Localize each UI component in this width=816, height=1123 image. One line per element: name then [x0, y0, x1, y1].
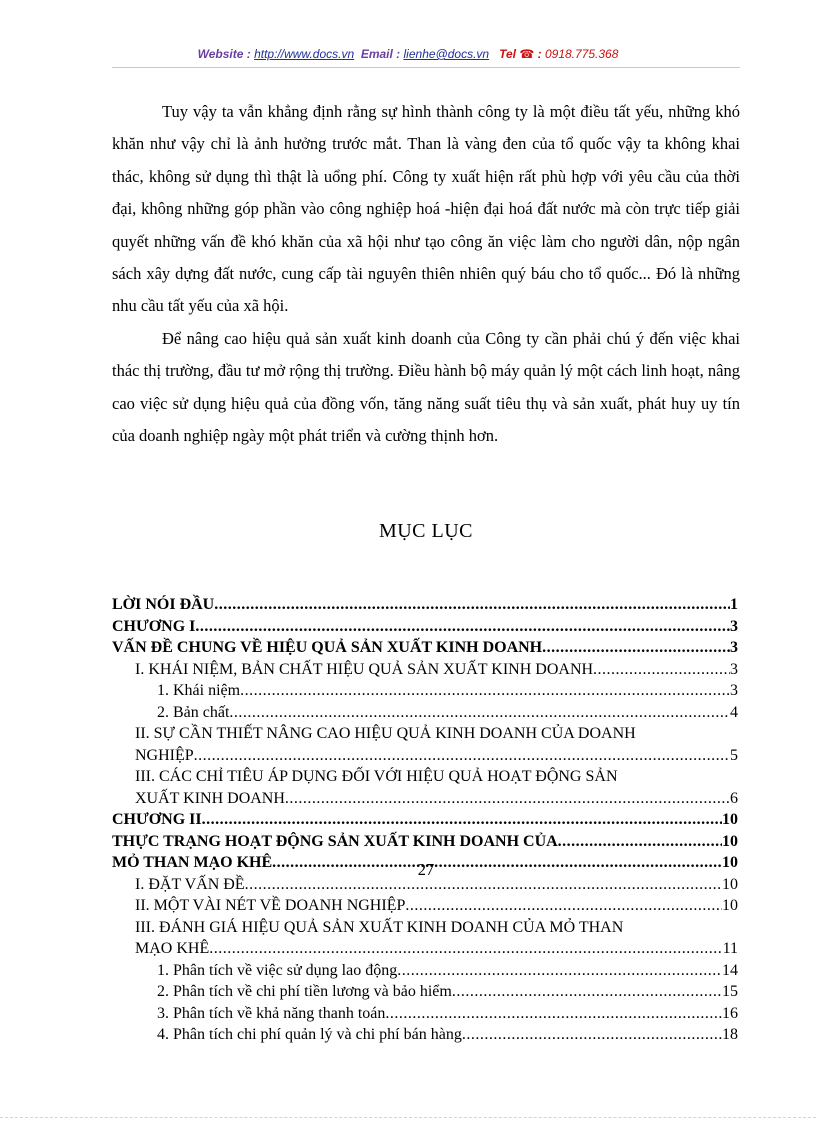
page-header [0, 47, 816, 61]
page-bottom-edge [0, 1117, 816, 1118]
toc-entry[interactable]: MẠO KHÊ ..... 11 [112, 938, 738, 960]
toc-entry[interactable]: 1. Khái niệm ..... 3 [112, 680, 738, 702]
body-text [112, 96, 740, 452]
website-label: Website : [197, 47, 251, 61]
toc-entry[interactable]: XUẤT KINH DOANH ..... 6 [112, 788, 738, 810]
toc-entry[interactable]: I. ĐẶT VẤN ĐỀ ..... 10 [112, 874, 738, 896]
paragraph: Tuy vậy ta vẫn khẳng định rằng sự hình thành công ty là một điều tất yếu, những khó khăn như vậy chỉ là ảnh hưởng trước mắt. Than là vàng đen của tổ quốc vậy ta không khai thác, không sử dụng thì thật là uổng phí. Công ty xuất hiện rất phù hợp với yêu cầu của thời đại, không những góp phần vào công nghiệp hoá -hiện đại hoá đất nước mà còn trực tiếp giải quyết những vấn đề khó khăn của xã hội như tạo công ăn việc làm cho người dân, nộp ngân sách xây dựng đất nước, cung cấp tài nguyên thiên nhiên quý báu cho tổ quốc... Đó là những nhu cầu tất yếu của xã hội. [112, 102, 740, 316]
toc-entry-line[interactable]: III. CÁC CHỈ TIÊU ÁP DỤNG ĐỐI VỚI HIỆU QUẢ HOẠT ĐỘNG SẢN [135, 768, 618, 785]
toc-entry[interactable]: NGHIỆP ..... 5 [112, 745, 738, 767]
paragraph: Để nâng cao hiệu quả sản xuất kinh doanh của Công ty cần phải chú ý đến việc khai thác thị trường, đầu tư mở rộng thị trường. Điều hành bộ máy quản lý một cách linh hoạt, nâng cao việc sử dụng hiệu quả của đồng vốn, tăng năng suất tiêu thụ và sản xuất, phát huy uy tín của doanh nghiệp ngày một phát triển và cường thịnh hơn. [112, 328, 740, 446]
toc-title: MỤC LỤC [378, 520, 474, 542]
toc-entry[interactable]: 4. Phân tích chi phí quản lý và chi phí bán hàng ..... 18 [112, 1024, 738, 1046]
table-of-contents [112, 594, 738, 1046]
toc-entry-line[interactable]: III. ĐÁNH GIÁ HIỆU QUẢ SẢN XUẤT KINH DOANH CỦA MỎ THAN [135, 918, 624, 936]
toc-entry[interactable]: I. KHÁI NIỆM, BẢN CHẤT HIỆU QUẢ SẢN XUẤT KINH DOANH ..... 3 [112, 659, 738, 681]
toc-entry[interactable]: 3. Phân tích về khả năng thanh toán ..... 16 [112, 1003, 738, 1025]
header-divider [112, 67, 740, 68]
toc-entry[interactable]: VẤN ĐỀ CHUNG VỀ HIỆU QUẢ SẢN XUẤT KINH DOANH ..... 3 [112, 637, 738, 659]
toc-entry[interactable]: II. MỘT VÀI NÉT VỀ DOANH NGHIỆP ..... 10 [112, 895, 738, 917]
toc-entry[interactable]: THỰC TRẠNG HOẠT ĐỘNG SẢN XUẤT KINH DOANH CỦA ..... 10 [112, 831, 738, 853]
toc-entry[interactable]: MỎ THAN MẠO KHÊ ..... 10 [112, 852, 738, 874]
tel-label: Tel ☎ : [499, 47, 542, 61]
toc-entry-line[interactable]: II. SỰ CẦN THIẾT NÂNG CAO HIỆU QUẢ KINH DOANH CỦA DOANH [135, 725, 636, 742]
toc-entry[interactable]: CHƯƠNG I ..... 3 [112, 616, 738, 638]
email-label: Email : [360, 47, 401, 61]
tel-value: 0918.775.368 [544, 47, 619, 61]
toc-entry[interactable]: 1. Phân tích về việc sử dụng lao động ..... 14 [112, 960, 738, 982]
toc-entry[interactable]: 2. Phân tích về chi phí tiền lương và bảo hiểm ..... 15 [112, 981, 738, 1003]
toc-entry[interactable]: LỜI NÓI ĐẦU ..... 1 [112, 594, 738, 616]
toc-entry[interactable]: 2. Bản chất ..... 4 [112, 702, 738, 724]
email-link[interactable]: lienhe@docs.vn [403, 47, 490, 61]
toc-entry[interactable]: CHƯƠNG II ..... 10 [112, 809, 738, 831]
page-number: 27 [417, 860, 435, 879]
website-link[interactable]: http://www.docs.vn [254, 47, 355, 61]
